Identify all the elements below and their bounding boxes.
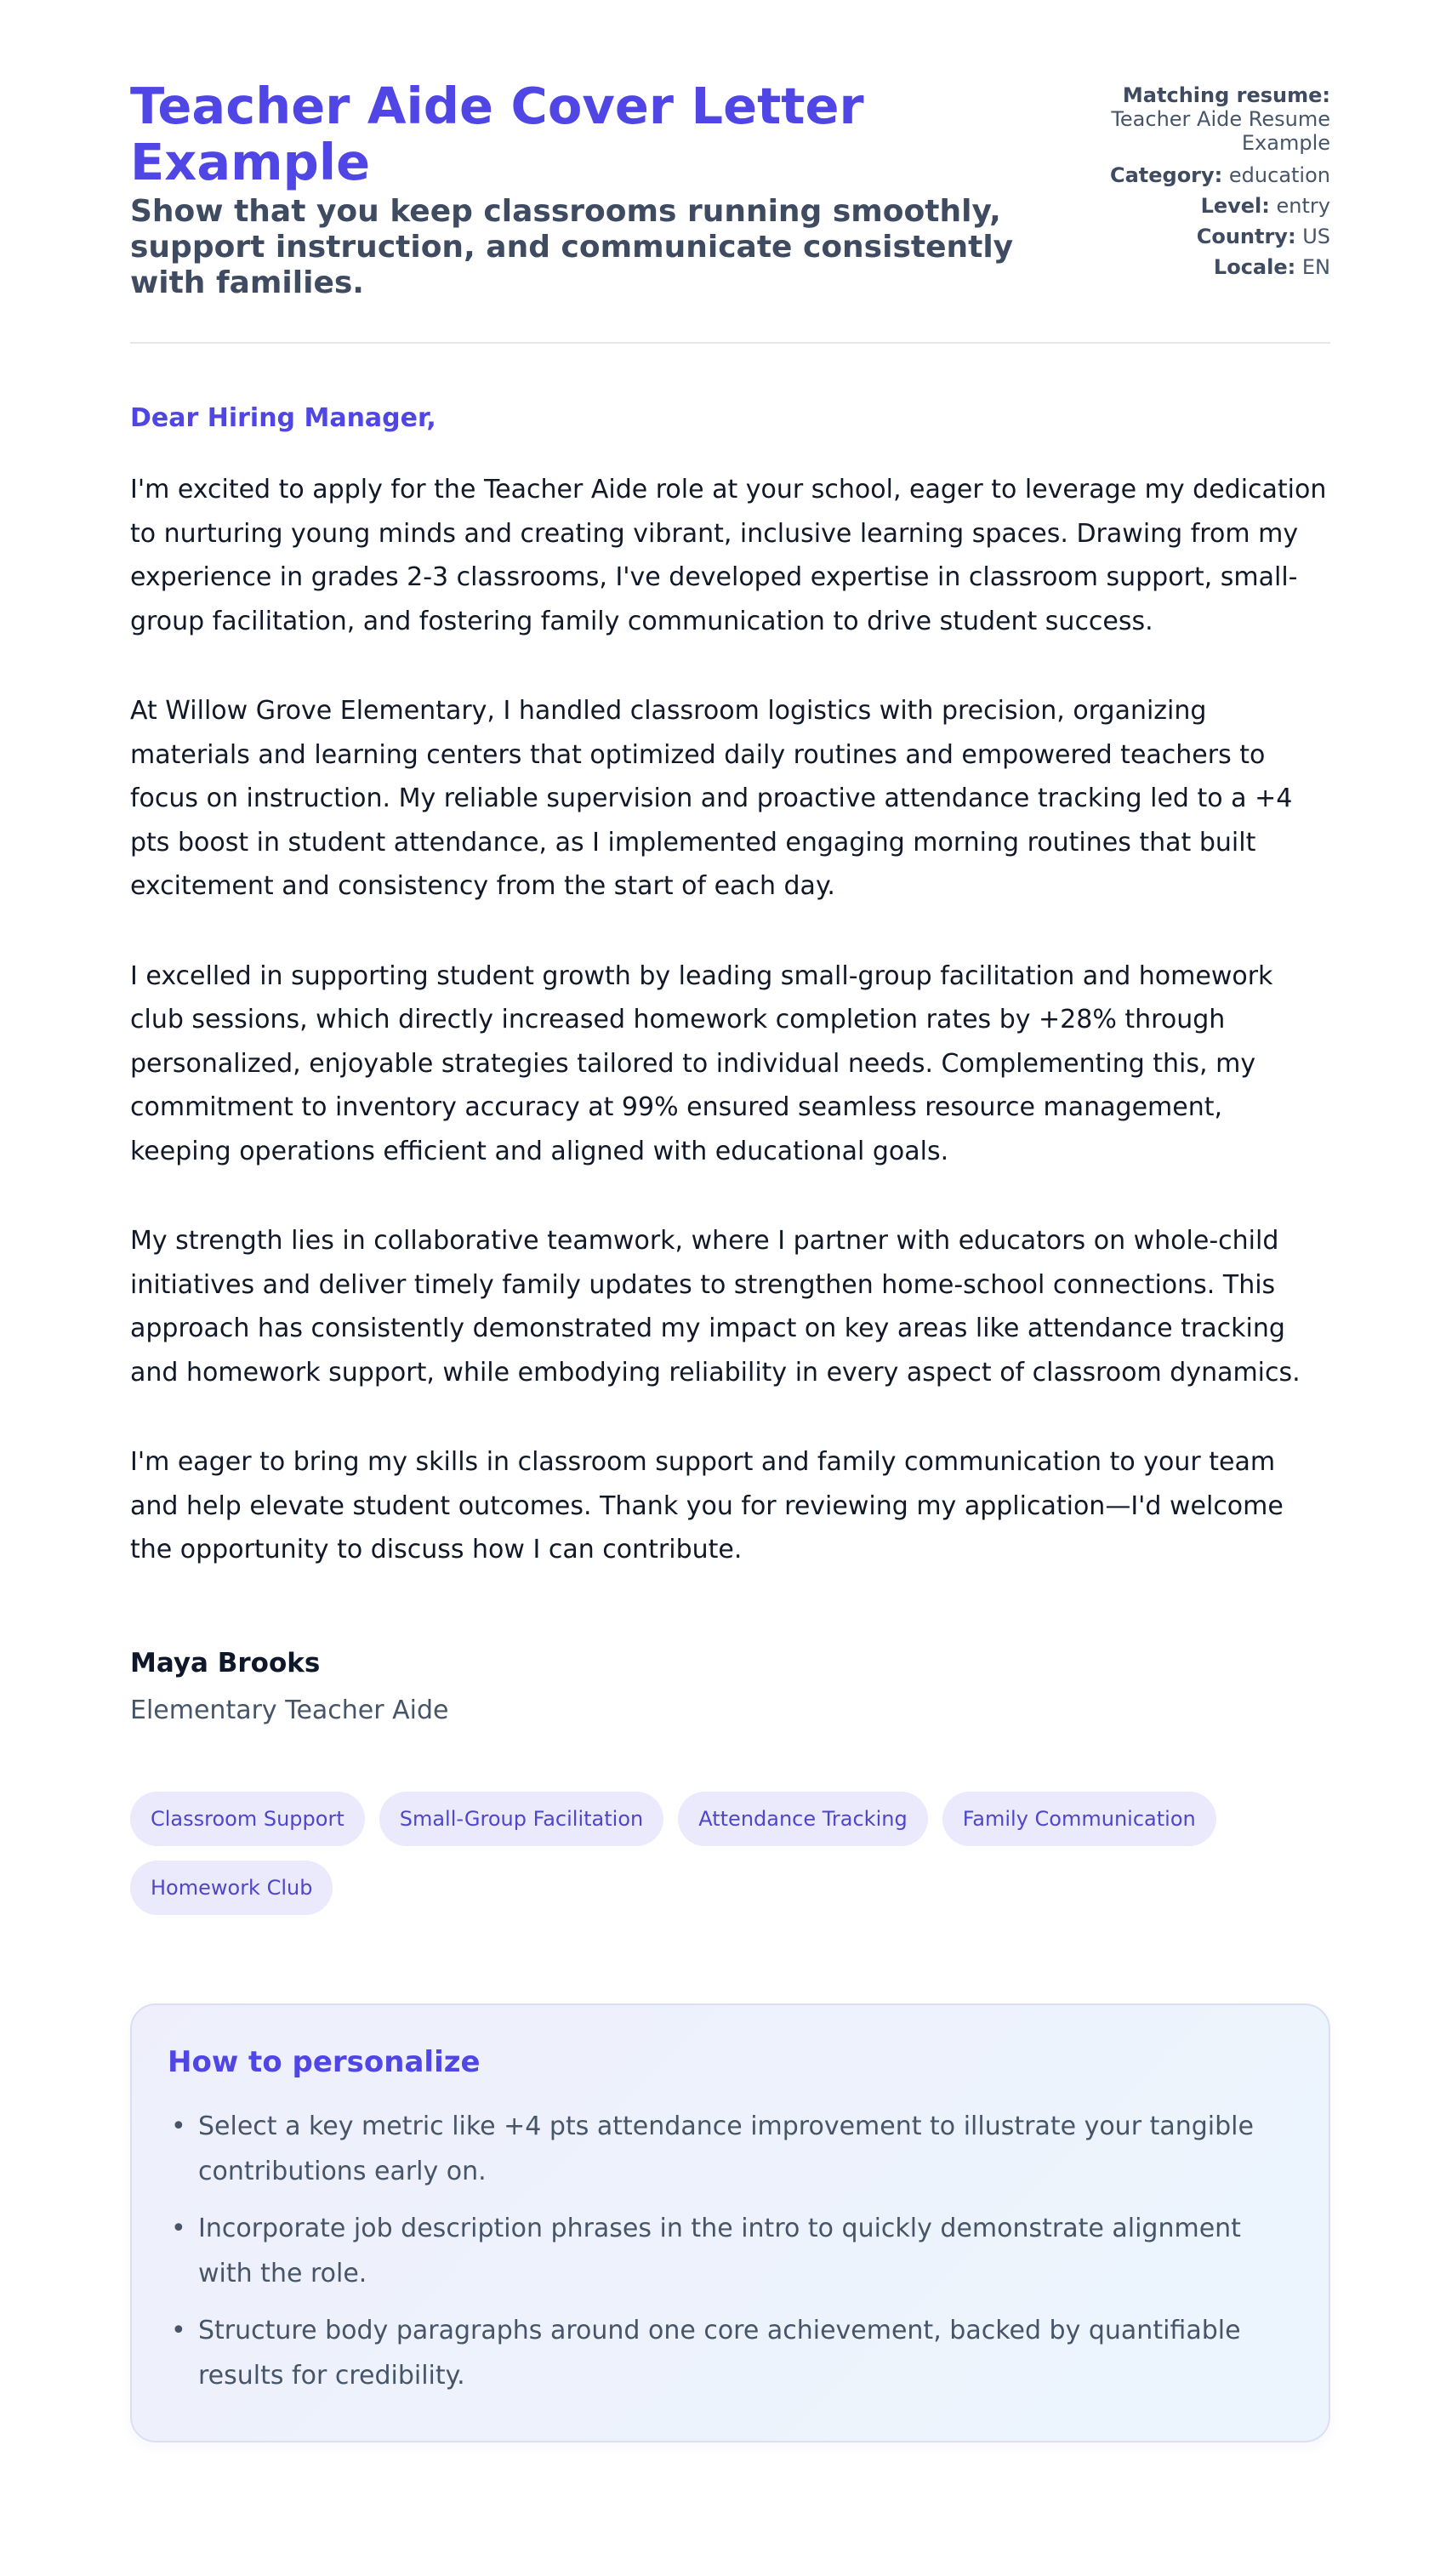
letter-paragraph: I excelled in supporting student growth by leading small-group facilitation and homework club sessions, which directly increased homework completion rates by +28% through personalized, enjoyable strategies tailored to individual needs. Complementing this, my commitment to inventory accuracy at 99% ensured seamless resource management, keeping operations efficient and aligned with educational goals.: [130, 960, 1273, 1166]
letter-paragraph: At Willow Grove Elementary, I handled classroom logistics with precision, organizing materials and learning centers that optimized daily routines and empowered teachers to focus on instruction. My reliable supervision and proactive attendance tracking led to a +4 pts boost in student attendance, as I implemented engaging morning routines that built excitement and consistency from the start of each day.: [130, 696, 1293, 901]
skill-tag: Classroom Support: [130, 1792, 365, 1846]
meta-matching-resume-label: Matching resume:: [1122, 83, 1330, 107]
greeting: Dear Hiring Manager,: [130, 403, 436, 433]
meta-country: [1050, 225, 1330, 248]
meta-locale-value: EN: [1301, 255, 1330, 279]
signer-name: Maya Brooks: [130, 1647, 321, 1678]
meta-level-value: entry: [1276, 194, 1330, 218]
skill-tag: Family Communication: [942, 1792, 1216, 1846]
personalize-tips-card: [130, 2003, 1330, 2442]
letter-paragraph: My strength lies in collaborative teamwork, where I partner with educators on whole-child initiatives and deliver timely family updates to strengthen home-school connections. This approach has consistently demonstrated my impact on key areas like attendance tracking and homework support, while embodying reliability in every aspect of classroom dynamics.: [130, 1226, 1301, 1388]
bullet-icon: •: [171, 2315, 186, 2345]
tips-list: [168, 2104, 1293, 2398]
meta-panel: [1050, 78, 1330, 286]
page-subtitle: Show that you keep classrooms running smoothly, support instruction, and communicate consistently with families.: [130, 194, 1014, 300]
bullet-icon: •: [171, 2213, 186, 2243]
page-header: [130, 78, 1330, 344]
skill-tag: Small-Group Facilitation: [379, 1792, 664, 1846]
skill-tags: [130, 1792, 1338, 1915]
meta-locale: [1050, 255, 1330, 279]
meta-category-label: Category:: [1109, 163, 1223, 187]
meta-country-label: Country:: [1196, 225, 1296, 248]
skill-tag: Homework Club: [130, 1861, 333, 1915]
letter-paragraph: I'm excited to apply for the Teacher Aide role at your school, eager to leverage my dedication to nurturing young minds and creating vibrant, inclusive learning spaces. Drawing from my experience in grades 2-3 classrooms, I've developed expertise in classroom support, small-group facilitation, and fostering family communication to drive student success.: [130, 475, 1327, 636]
tip-text: Structure body paragraphs around one core achievement, backed by quantifiable results for credibility.: [198, 2315, 1241, 2391]
tip-item: [168, 2104, 1293, 2194]
meta-level-label: Level:: [1200, 194, 1270, 218]
title-block: [130, 78, 1032, 301]
meta-country-value: US: [1302, 225, 1330, 248]
tip-item: [168, 2206, 1293, 2296]
meta-level: [1050, 194, 1330, 218]
meta-category: [1050, 163, 1330, 187]
signer-role: Elementary Teacher Aide: [130, 1695, 449, 1725]
skill-tag: Attendance Tracking: [678, 1792, 927, 1846]
bullet-icon: •: [171, 2111, 186, 2141]
tip-text: Incorporate job description phrases in the intro to quickly demonstrate alignment with the role.: [198, 2213, 1241, 2288]
meta-matching-resume-value: Teacher Aide Resume Example: [1111, 107, 1330, 155]
tips-card-title: How to personalize: [168, 2044, 481, 2079]
tip-item: [168, 2308, 1293, 2398]
meta-category-value: education: [1228, 163, 1330, 187]
signature-block: [130, 1647, 1330, 1727]
tip-text: Select a key metric like +4 pts attendance improvement to illustrate your tangible contributions early on.: [198, 2111, 1254, 2186]
meta-locale-label: Locale:: [1213, 255, 1296, 279]
page-title: Teacher Aide Cover Letter Example: [130, 77, 864, 191]
meta-matching-resume: [1050, 83, 1330, 155]
letter-body: [130, 344, 1330, 1572]
letter-paragraph: I'm eager to bring my skills in classroom support and family communication to your team and help elevate student outcomes. Thank you for reviewing my application—I'd welcome the opportunity to discuss how I can contribute.: [130, 1447, 1284, 1564]
